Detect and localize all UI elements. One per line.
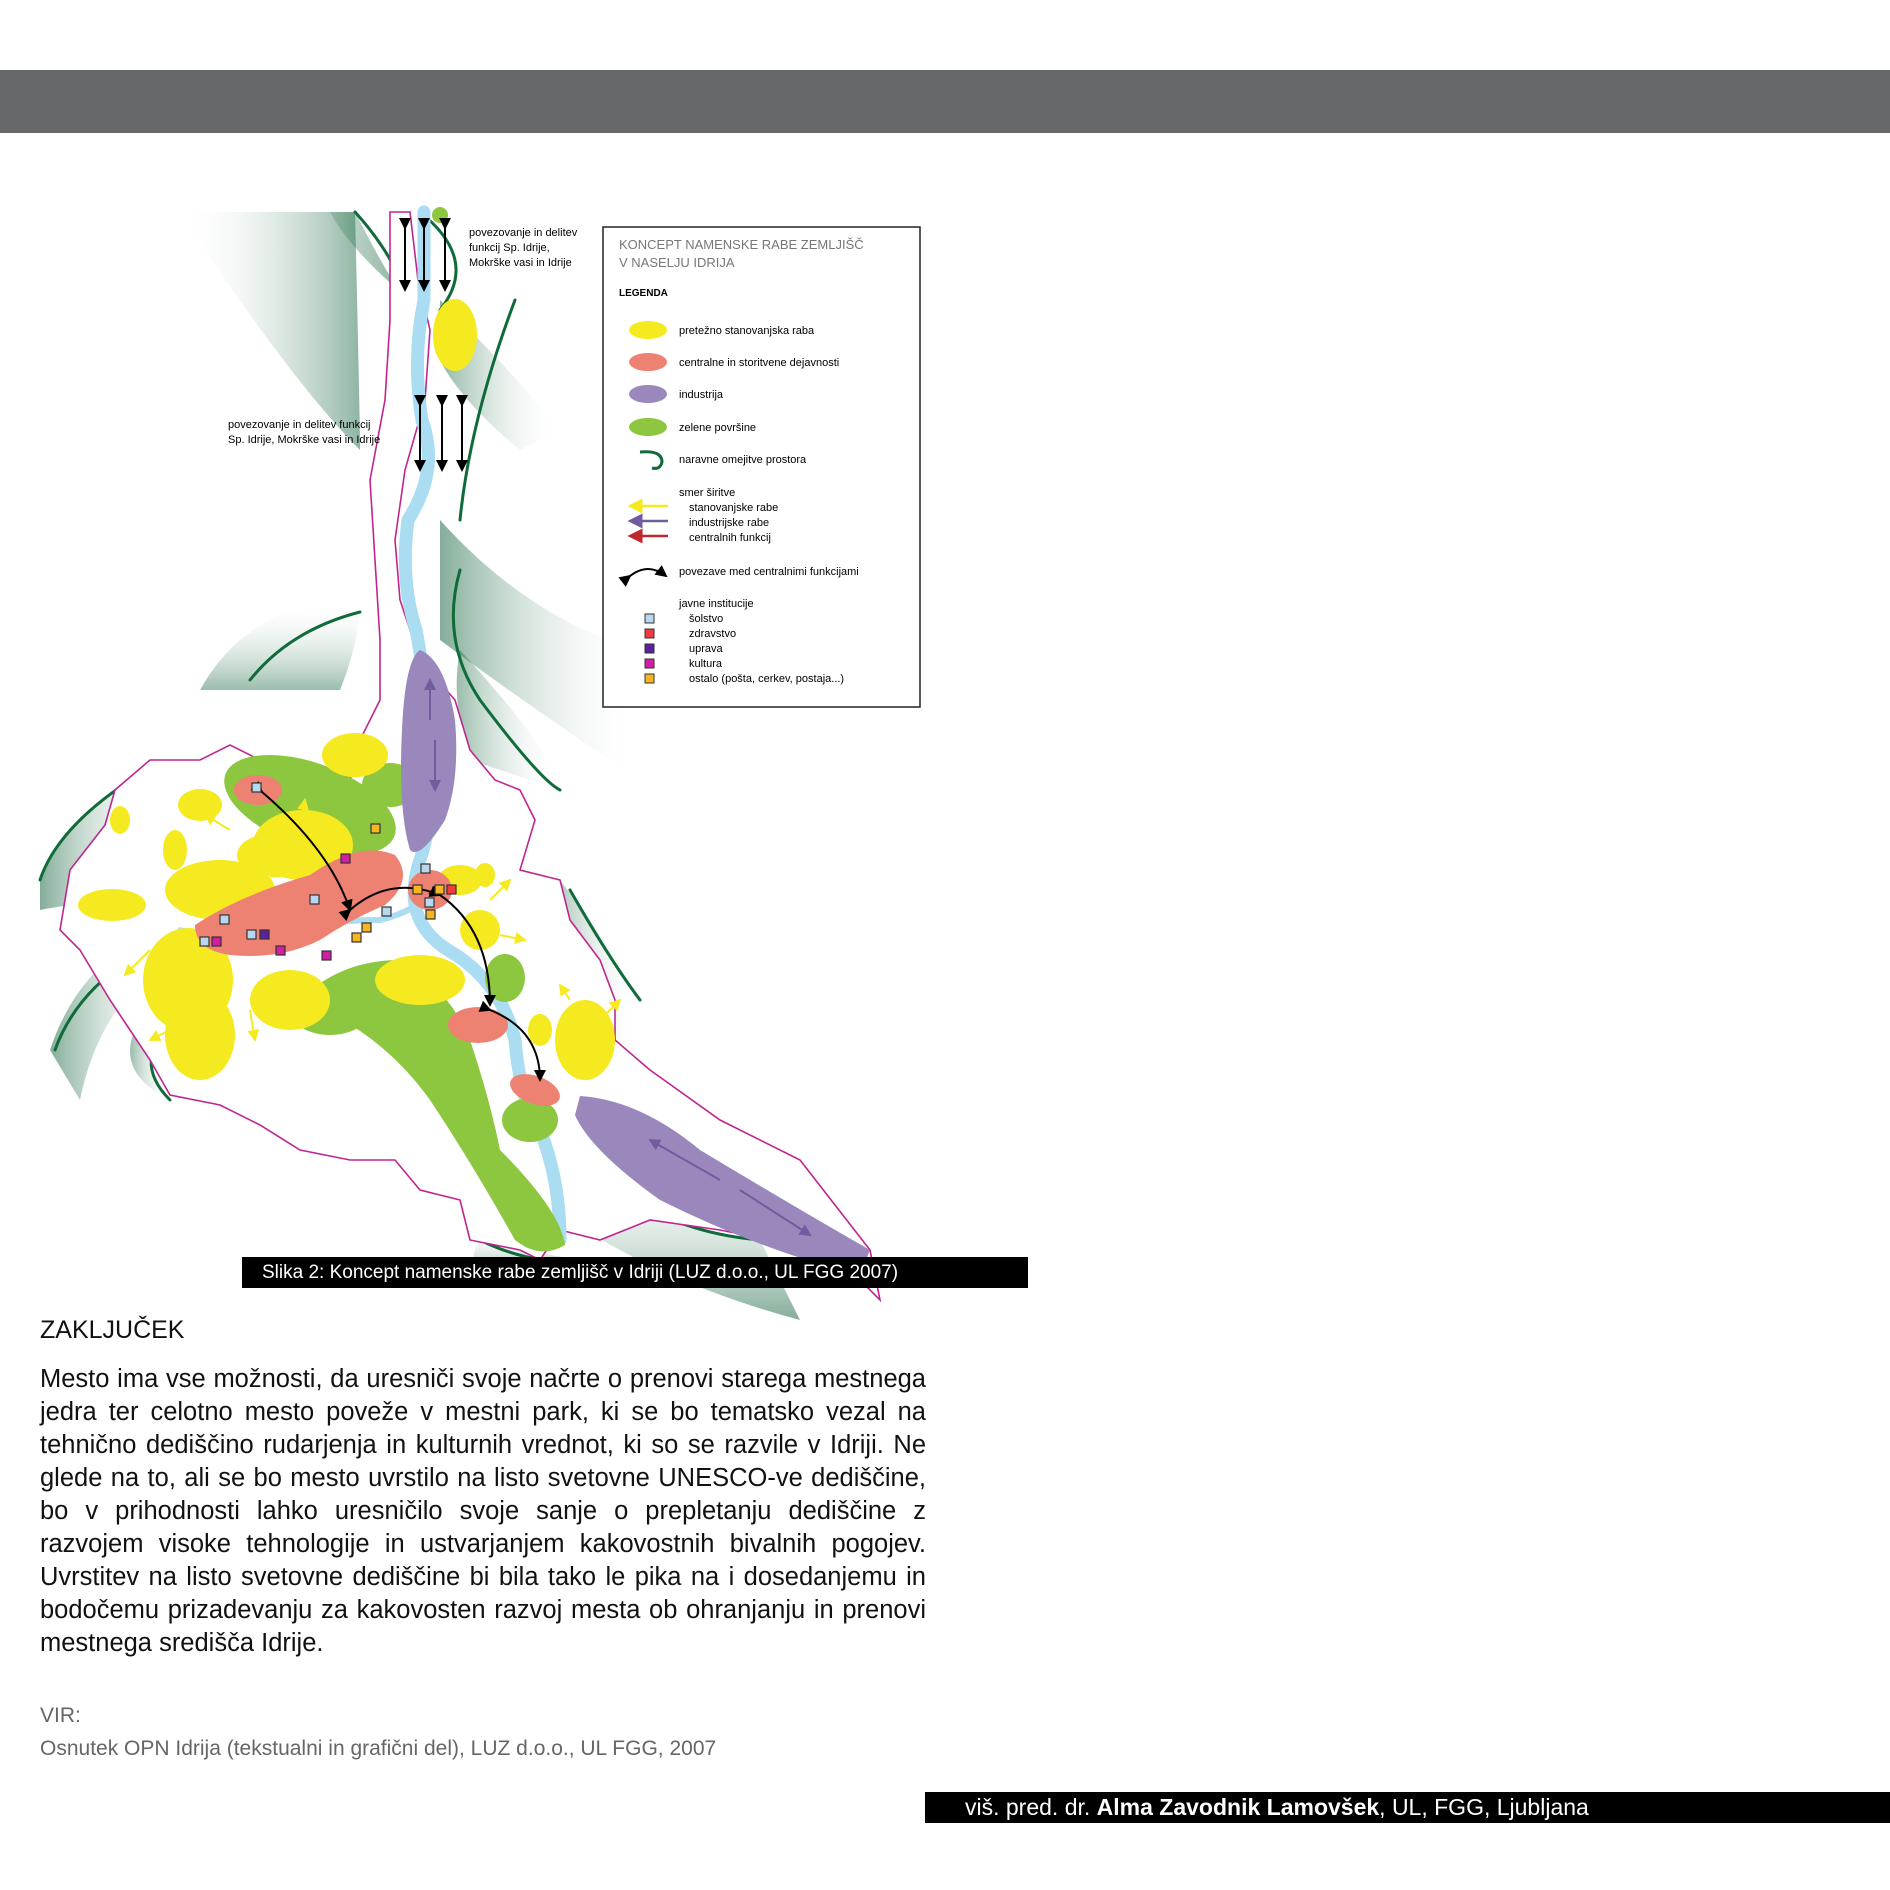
top-annotation-3: Mokrške vasi in Idrije — [469, 257, 572, 269]
legend-square-health — [645, 629, 654, 638]
legend-square-admin — [645, 644, 654, 653]
left-annotation-2: Sp. Idrije, Mokrške vasi in Idrije — [228, 434, 381, 446]
legend-expansion-residential: stanovanjske rabe — [689, 502, 779, 514]
legend-institution-other: ostalo (pošta, cerkev, postaja...) — [689, 673, 845, 685]
legend-institution-culture: kultura — [689, 658, 723, 670]
legend-label-green: zelene površine — [679, 422, 757, 434]
legend-label-constraint: naravne omejitve prostora — [679, 454, 807, 466]
legend-swatch-green — [629, 418, 667, 436]
legend-swatch-industrial — [629, 385, 667, 403]
legend-expansion-title: smer širitve — [679, 487, 736, 499]
legend-connections: povezave med centralnimi funkcijami — [679, 566, 859, 578]
source-text: Osnutek OPN Idrija (tekstualni in grafični del), LUZ d.o.o., UL FGG, 2007 — [40, 1737, 717, 1760]
figure-caption: Slika 2: Koncept namenske rabe zemljišč v Idriji (LUZ d.o.o., UL FGG 2007) — [242, 1257, 1028, 1288]
legend-title-2: V NASELJU IDRIJA — [619, 255, 735, 270]
legend-swatch-central — [629, 353, 667, 371]
legend-institutions-title: javne institucije — [679, 598, 754, 610]
legend-square-other — [645, 674, 654, 683]
legend-swatch-residential — [629, 321, 667, 339]
legend-label-residential: pretežno stanovanjska raba — [679, 325, 815, 337]
legend — [603, 227, 920, 707]
legend-label-industrial: industrija — [679, 389, 724, 401]
legend-label-central: centralne in storitvene dejavnosti — [679, 357, 840, 369]
legend-heading: LEGENDA — [619, 288, 668, 299]
source-label: VIR: — [40, 1704, 81, 1727]
legend-institution-school: šolstvo — [689, 613, 724, 625]
section-heading: ZAKLJUČEK — [40, 1316, 185, 1344]
legend-square-school — [645, 614, 654, 623]
legend-institution-admin: uprava — [689, 643, 723, 655]
top-annotation-1: povezovanje in delitev — [469, 227, 578, 239]
legend-square-culture — [645, 659, 654, 668]
top-annotation-2: funkcij Sp. Idrije, — [469, 242, 550, 254]
legend-title-1: KONCEPT NAMENSKE RABE ZEMLJIŠČ — [619, 237, 864, 252]
legend-institution-health: zdravstvo — [689, 628, 737, 640]
author-prefix: viš. pred. dr. — [965, 1794, 1091, 1820]
body-paragraph: Mesto ima vse možnosti, da uresniči svoje načrte o prenovi starega mestnega jedra ter celotno mesto poveže v mestni park, ki se bo tematsko vezal na tehnično dediščino rudarjenja in kulturnih vrednot, ki so se razvile v Idriji. Ne glede na to, ali se bo mesto uvrstilo na listo svetovne UNESCO-ve dediščine, bo v prihodnosti lahko uresničilo svoje sanje o prepletanju dediščine z razvojem visoke tehnologije in ustvarjanjem kakovostnih bivalnih pogojev. Uvrstitev na listo svetovne dediščine bi bila tako le pika na i dosedanjemu in bodočemu prizadevanju za kakovosten razvoj mesta ob ohranjanju in prenovi mestnega središča Idrije. — [40, 1365, 926, 1657]
legend-expansion-central: centralnih funkcij — [689, 532, 771, 544]
author-bar — [925, 1792, 1890, 1823]
author-name: Alma Zavodnik Lamovšek — [1096, 1794, 1380, 1820]
author-affiliation: , UL, FGG, Ljubljana — [1379, 1794, 1589, 1820]
legend-expansion-industrial: industrijske rabe — [689, 517, 770, 529]
left-annotation-1: povezovanje in delitev funkcij — [228, 419, 371, 431]
